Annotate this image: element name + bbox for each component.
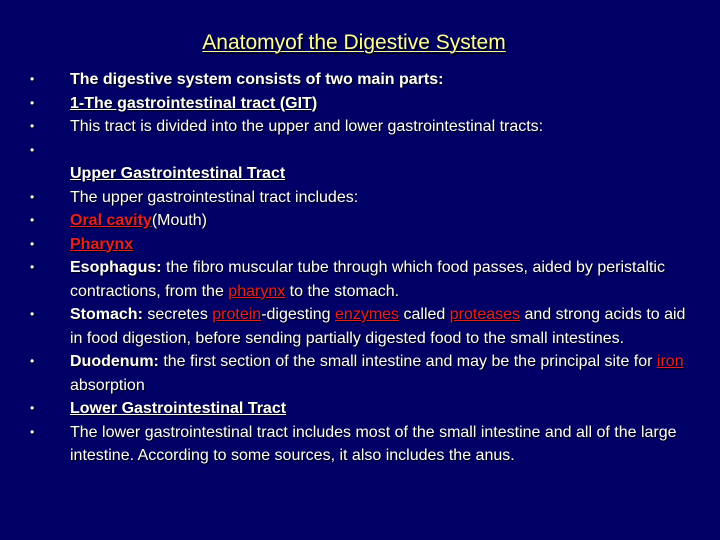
list-item [30,256,702,303]
esophagus-text-end: to the stomach. [285,282,400,300]
proteases-link[interactable]: proteases [449,306,521,323]
bullet-icon: • [30,213,35,227]
stomach-text-2: -digesting [261,306,336,323]
esophagus-term: Esophagus: [70,259,162,276]
list-item [30,350,702,397]
list-item [30,421,702,468]
stomach-text: secretes [142,306,213,323]
lower-heading: Lower Gastrointestinal Tract [70,400,287,417]
bullet-icon: • [30,95,35,110]
tract-divided-text: This tract is divided into the upper and lower gastrointestinal tracts: [70,118,544,135]
bullet-icon: • [30,307,35,321]
stomach-text-4: and strong acids to aid in food digestion, before sending partially digested food to the small intestines. [70,306,686,347]
list-item [30,92,702,116]
bullet-icon: • [30,424,35,439]
upper-includes-text: The upper gastrointestinal tract includes: [70,188,359,206]
list-item [30,139,702,186]
bullet-icon: • [30,189,35,204]
pharynx-link[interactable]: Pharynx [70,235,134,253]
slide-title-text: Anatomyof the Digestive System [202,31,506,54]
upper-heading: Upper Gastrointestinal Tract [70,165,286,182]
stomach-term: Stomach: [70,306,143,323]
list-item [30,115,702,139]
duodenum-text-end: absorption [70,376,145,394]
enzymes-link[interactable]: enzymes [335,306,400,323]
pharynx-inline-link[interactable]: pharynx [228,282,286,300]
list-item [30,397,702,421]
stomach-text-3: called [399,306,450,323]
bullet-icon: • [30,72,35,86]
duodenum-term: Duodenum: [70,353,159,370]
esophagus-text: the fibro muscular tube through which food passes, aided by peristaltic contractions, from the [70,259,665,300]
protein-link[interactable]: protein [212,306,262,323]
bullet-icon: • [30,260,35,274]
bullet-icon: • [30,119,35,133]
lower-text: The lower gastrointestinal tract includes most of the small intestine and all of the large intestine. According to some sources, it also includes the anus. [70,423,677,464]
intro-text: The digestive system consists of two main parts: [70,71,444,88]
bullet-icon: • [30,354,35,368]
oral-cavity-rest: (Mouth) [151,212,207,229]
oral-cavity-link[interactable]: Oral cavity [70,212,152,229]
bullet-icon: • [30,236,35,251]
bullet-icon: • [30,142,35,157]
list-item [30,233,702,257]
list-item [30,209,702,233]
duodenum-text: the first section of the small intestine and may be the principal site for [158,353,657,370]
slide-title [0,31,708,55]
list-item [30,68,702,92]
list-item [30,303,702,350]
bullet-icon: • [30,401,35,415]
list-item [30,186,702,210]
git-heading: 1-The gastrointestinal tract (GIT) [70,94,318,112]
iron-link[interactable]: iron [656,353,684,370]
bullet-list [30,68,702,468]
